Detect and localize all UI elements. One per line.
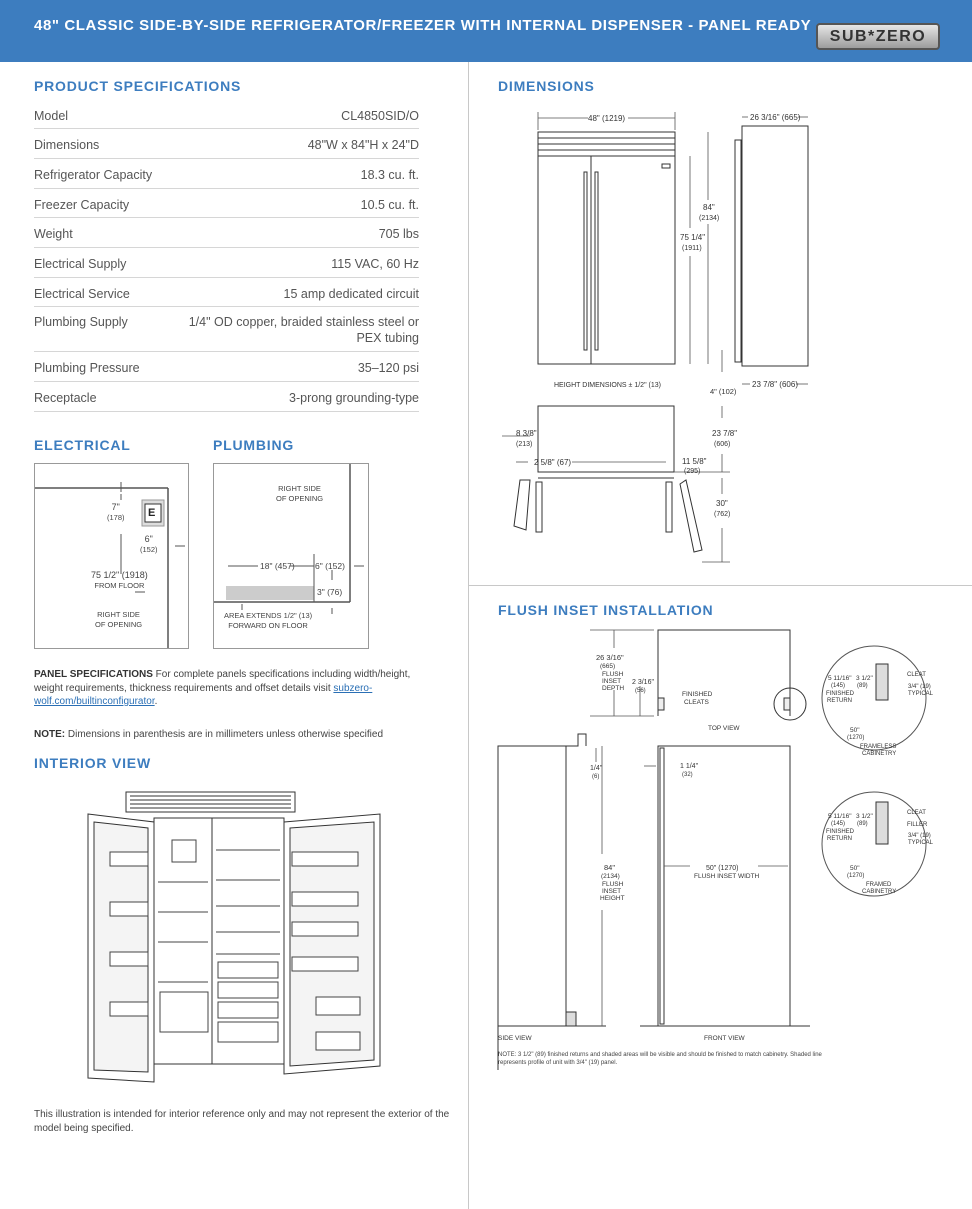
note-label: NOTE:	[34, 729, 66, 740]
product-specs-heading: PRODUCT SPECIFICATIONS	[34, 78, 242, 94]
flush-depth-l2: INSET	[602, 678, 622, 685]
c2-a-mm: (145)	[831, 821, 846, 827]
c1-ret2: RETURN	[827, 698, 852, 704]
spec-row	[34, 129, 419, 159]
configurator-link[interactable]: subzero-wolf.com/builtinconfigurator	[34, 682, 373, 707]
note-paragraph	[34, 728, 454, 742]
spec-row	[34, 189, 419, 218]
elec-height-note: FROM FLOOR	[94, 581, 145, 590]
spec-label: Dimensions	[34, 138, 100, 152]
flush-height-l1: FLUSH	[602, 881, 624, 888]
elec-side-label	[95, 610, 142, 630]
left-offset-mm: (213)	[516, 441, 533, 448]
spec-value: CL4850SID/O	[341, 109, 419, 123]
spec-row	[34, 100, 419, 129]
dim-inner: 75 1/4"	[680, 233, 706, 242]
spec-row	[34, 159, 419, 189]
flush-depth-l1: FLUSH	[602, 671, 624, 678]
c2-a: 5 11/16"	[828, 813, 852, 820]
flush-depth: 26 3/16"	[596, 653, 624, 662]
flush-cleats-2: CLEATS	[684, 699, 709, 706]
plumb-dim-1: 18" (457)	[260, 561, 295, 571]
elec-dim-1	[107, 502, 125, 522]
flush-cleats: FINISHED	[682, 691, 713, 698]
flush-width: 50" (1270)	[706, 865, 739, 872]
panel-specs-paragraph	[34, 668, 434, 709]
flush-depth-mm: (665)	[600, 663, 616, 670]
c1-cab2: CABINETRY	[862, 751, 897, 757]
flush-note: NOTE: 3 1/2" (89) finished returns and shaded areas will be visible and should be finished to match cabinetry. Shaded line represents profile of unit with 3/4" (19) panel.	[498, 1052, 822, 1066]
elec-side-2: OF OPENING	[95, 620, 143, 629]
c1-t2: TYPICAL	[908, 691, 934, 697]
column-divider	[468, 62, 469, 1209]
spec-row	[34, 352, 419, 382]
flush-small: 2 3/16"	[632, 679, 654, 686]
spec-row	[34, 218, 419, 248]
plumbing-heading: PLUMBING	[213, 437, 295, 453]
plumb-side-1: RIGHT SIDE	[278, 484, 321, 493]
right-offset: 11 5/8"	[682, 457, 707, 466]
spec-value: 3-prong grounding-type	[289, 391, 419, 405]
dim-width: 48" (1219)	[588, 114, 626, 123]
note-text: Dimensions in parenthesis are in millimeters unless otherwise specified	[65, 729, 384, 740]
door-clearance-mm: (762)	[714, 511, 731, 518]
panel-specs-text: For complete panels specifications including width/height, weight requirements, thickness requirements and offset details visit	[34, 669, 411, 694]
spec-label: Model	[34, 109, 69, 123]
plumb-area-2: FORWARD ON FLOOR	[228, 621, 308, 630]
spec-row	[34, 248, 419, 278]
spec-label: Plumbing Supply	[34, 315, 128, 329]
spec-value: 705 lbs	[378, 227, 419, 241]
elec-dim-2	[140, 534, 158, 554]
c1-b: 3 1/2"	[856, 675, 873, 682]
flush-quarter: 1/4"	[590, 765, 603, 772]
spec-value: 10.5 cu. ft.	[360, 198, 419, 212]
flush-height-l3: HEIGHT	[600, 895, 625, 902]
elec-dim-2-mm: (152)	[140, 545, 158, 554]
c1-cab: FRAMELESS	[860, 744, 897, 750]
elec-dim-1-mm: (178)	[107, 513, 125, 522]
spec-row	[34, 382, 419, 412]
door-clearance: 30"	[716, 499, 728, 508]
c1-cleat: CLEAT	[907, 672, 926, 678]
spec-value: 15 amp dedicated circuit	[283, 287, 419, 301]
c2-w-mm: (1270)	[847, 873, 865, 879]
panel-specs-label: PANEL SPECIFICATIONS	[34, 669, 153, 680]
spec-label: Plumbing Pressure	[34, 361, 140, 375]
dim-depth-top: 26 3/16" (665)	[750, 113, 801, 122]
spec-label: Refrigerator Capacity	[34, 168, 153, 182]
side-view-label: SIDE VIEW	[498, 1035, 532, 1042]
c1-t: 3/4" (19)	[908, 684, 931, 690]
spec-label: Electrical Service	[34, 287, 130, 301]
front-view-label: FRONT VIEW	[704, 1035, 745, 1042]
c1-ret: FINISHED	[826, 691, 855, 697]
plumb-dim-2: 6" (152)	[315, 561, 345, 571]
flush-height-l2: INSET	[602, 888, 622, 895]
plumb-side-2: OF OPENING	[276, 494, 324, 503]
elec-side-1: RIGHT SIDE	[97, 610, 140, 619]
c2-cab2: CABINETRY	[862, 889, 897, 895]
elec-dim-1-in: 7"	[111, 502, 120, 512]
elec-height-value: 75 1/2" (1918)	[91, 570, 148, 580]
elec-dim-2-in: 6"	[144, 534, 153, 544]
c2-b-mm: (89)	[857, 821, 868, 827]
c1-b-mm: (89)	[857, 683, 868, 689]
spec-row	[34, 307, 419, 352]
c1-a-mm: (145)	[831, 683, 846, 689]
spec-value: 35–120 psi	[357, 361, 419, 375]
spec-value: 1/4" OD copper, braided stainless steel or PEX tubing	[188, 315, 419, 345]
right-offset-mm: (295)	[684, 468, 701, 475]
interior-caption: This illustration is intended for interior reference only and may not represent the exterior of the model being specified.	[34, 1109, 450, 1134]
c2-ret: FINISHED	[826, 829, 855, 835]
plumb-dim-3: 3" (76)	[317, 587, 343, 597]
spec-label: Receptacle	[34, 391, 97, 405]
flush-small-mm: (56)	[635, 688, 646, 694]
plumb-side-label	[276, 484, 323, 504]
plumb-area-note	[224, 611, 312, 631]
plan-depth-mm: (606)	[714, 441, 731, 448]
dimensions-heading: DIMENSIONS	[498, 78, 595, 94]
interior-illustration	[80, 782, 400, 1097]
flush-width-label: FLUSH INSET WIDTH	[694, 873, 760, 880]
spec-value: 48"W x 84"H x 24"D	[307, 138, 419, 152]
flush-inset-diagram	[490, 622, 934, 1077]
spec-label: Freezer Capacity	[34, 198, 130, 212]
flush-inch: 1 1/4"	[680, 763, 699, 770]
c2-cleat: CLEAT	[907, 810, 926, 816]
c2-ret2: RETURN	[827, 836, 852, 842]
c2-filler: FILLER	[907, 822, 928, 828]
c2-w: 50"	[850, 865, 860, 872]
c2-t: 3/4" (19)	[908, 833, 931, 839]
flush-depth-l3: DEPTH	[602, 685, 625, 692]
c1-a: 5 11/16"	[828, 675, 852, 682]
elec-height	[91, 570, 148, 591]
plumb-area-1: AREA EXTENDS 1/2" (13)	[224, 611, 313, 620]
plan-depth: 23 7/8"	[712, 429, 738, 438]
c1-w: 50"	[850, 727, 860, 734]
spec-row	[34, 278, 419, 307]
c2-cab: FRAMED	[866, 882, 892, 888]
dim-height-mm: (2134)	[699, 215, 720, 222]
interior-view-heading: INTERIOR VIEW	[34, 755, 151, 771]
dim-toe: 4" (102)	[710, 387, 737, 396]
dim-height: 84"	[703, 203, 715, 212]
top-view-label: TOP VIEW	[708, 725, 740, 732]
page-title: 48" CLASSIC SIDE-BY-SIDE REFRIGERATOR/FREEZER WITH INTERNAL DISPENSER - PANEL READY	[34, 17, 812, 34]
flush-quarter-mm: (6)	[592, 774, 600, 780]
c1-w-mm: (1270)	[847, 735, 865, 741]
brand-logo: SUB*ZERO	[816, 23, 940, 50]
handle-offset: 2 5/8" (67)	[534, 458, 572, 467]
spec-value: 18.3 cu. ft.	[360, 168, 419, 182]
electrical-diagram	[34, 463, 189, 649]
page-header	[0, 0, 972, 62]
panel-specs-end: .	[154, 696, 158, 707]
c2-b: 3 1/2"	[856, 813, 873, 820]
flush-inset-heading: FLUSH INSET INSTALLATION	[498, 602, 714, 618]
spec-table	[34, 100, 419, 412]
flush-inch-mm: (32)	[682, 772, 693, 778]
flush-height-mm: (2134)	[601, 873, 620, 880]
dimensions-diagram	[480, 100, 820, 570]
spec-label: Weight	[34, 227, 73, 241]
dim-depth-bottom: 23 7/8" (606)	[752, 380, 798, 389]
left-offset: 8 3/8"	[516, 429, 537, 438]
spec-value: 115 VAC, 60 Hz	[331, 257, 419, 271]
flush-height: 84"	[604, 863, 616, 872]
section-divider	[469, 585, 972, 586]
electrical-heading: ELECTRICAL	[34, 437, 131, 453]
outlet-label: E	[148, 507, 156, 519]
dim-inner-mm: (1911)	[682, 245, 702, 252]
plumbing-diagram	[213, 463, 369, 649]
dim-height-note: HEIGHT DIMENSIONS ± 1/2" (13)	[554, 382, 661, 389]
spec-label: Electrical Supply	[34, 257, 127, 271]
c2-t2: TYPICAL	[908, 840, 934, 846]
